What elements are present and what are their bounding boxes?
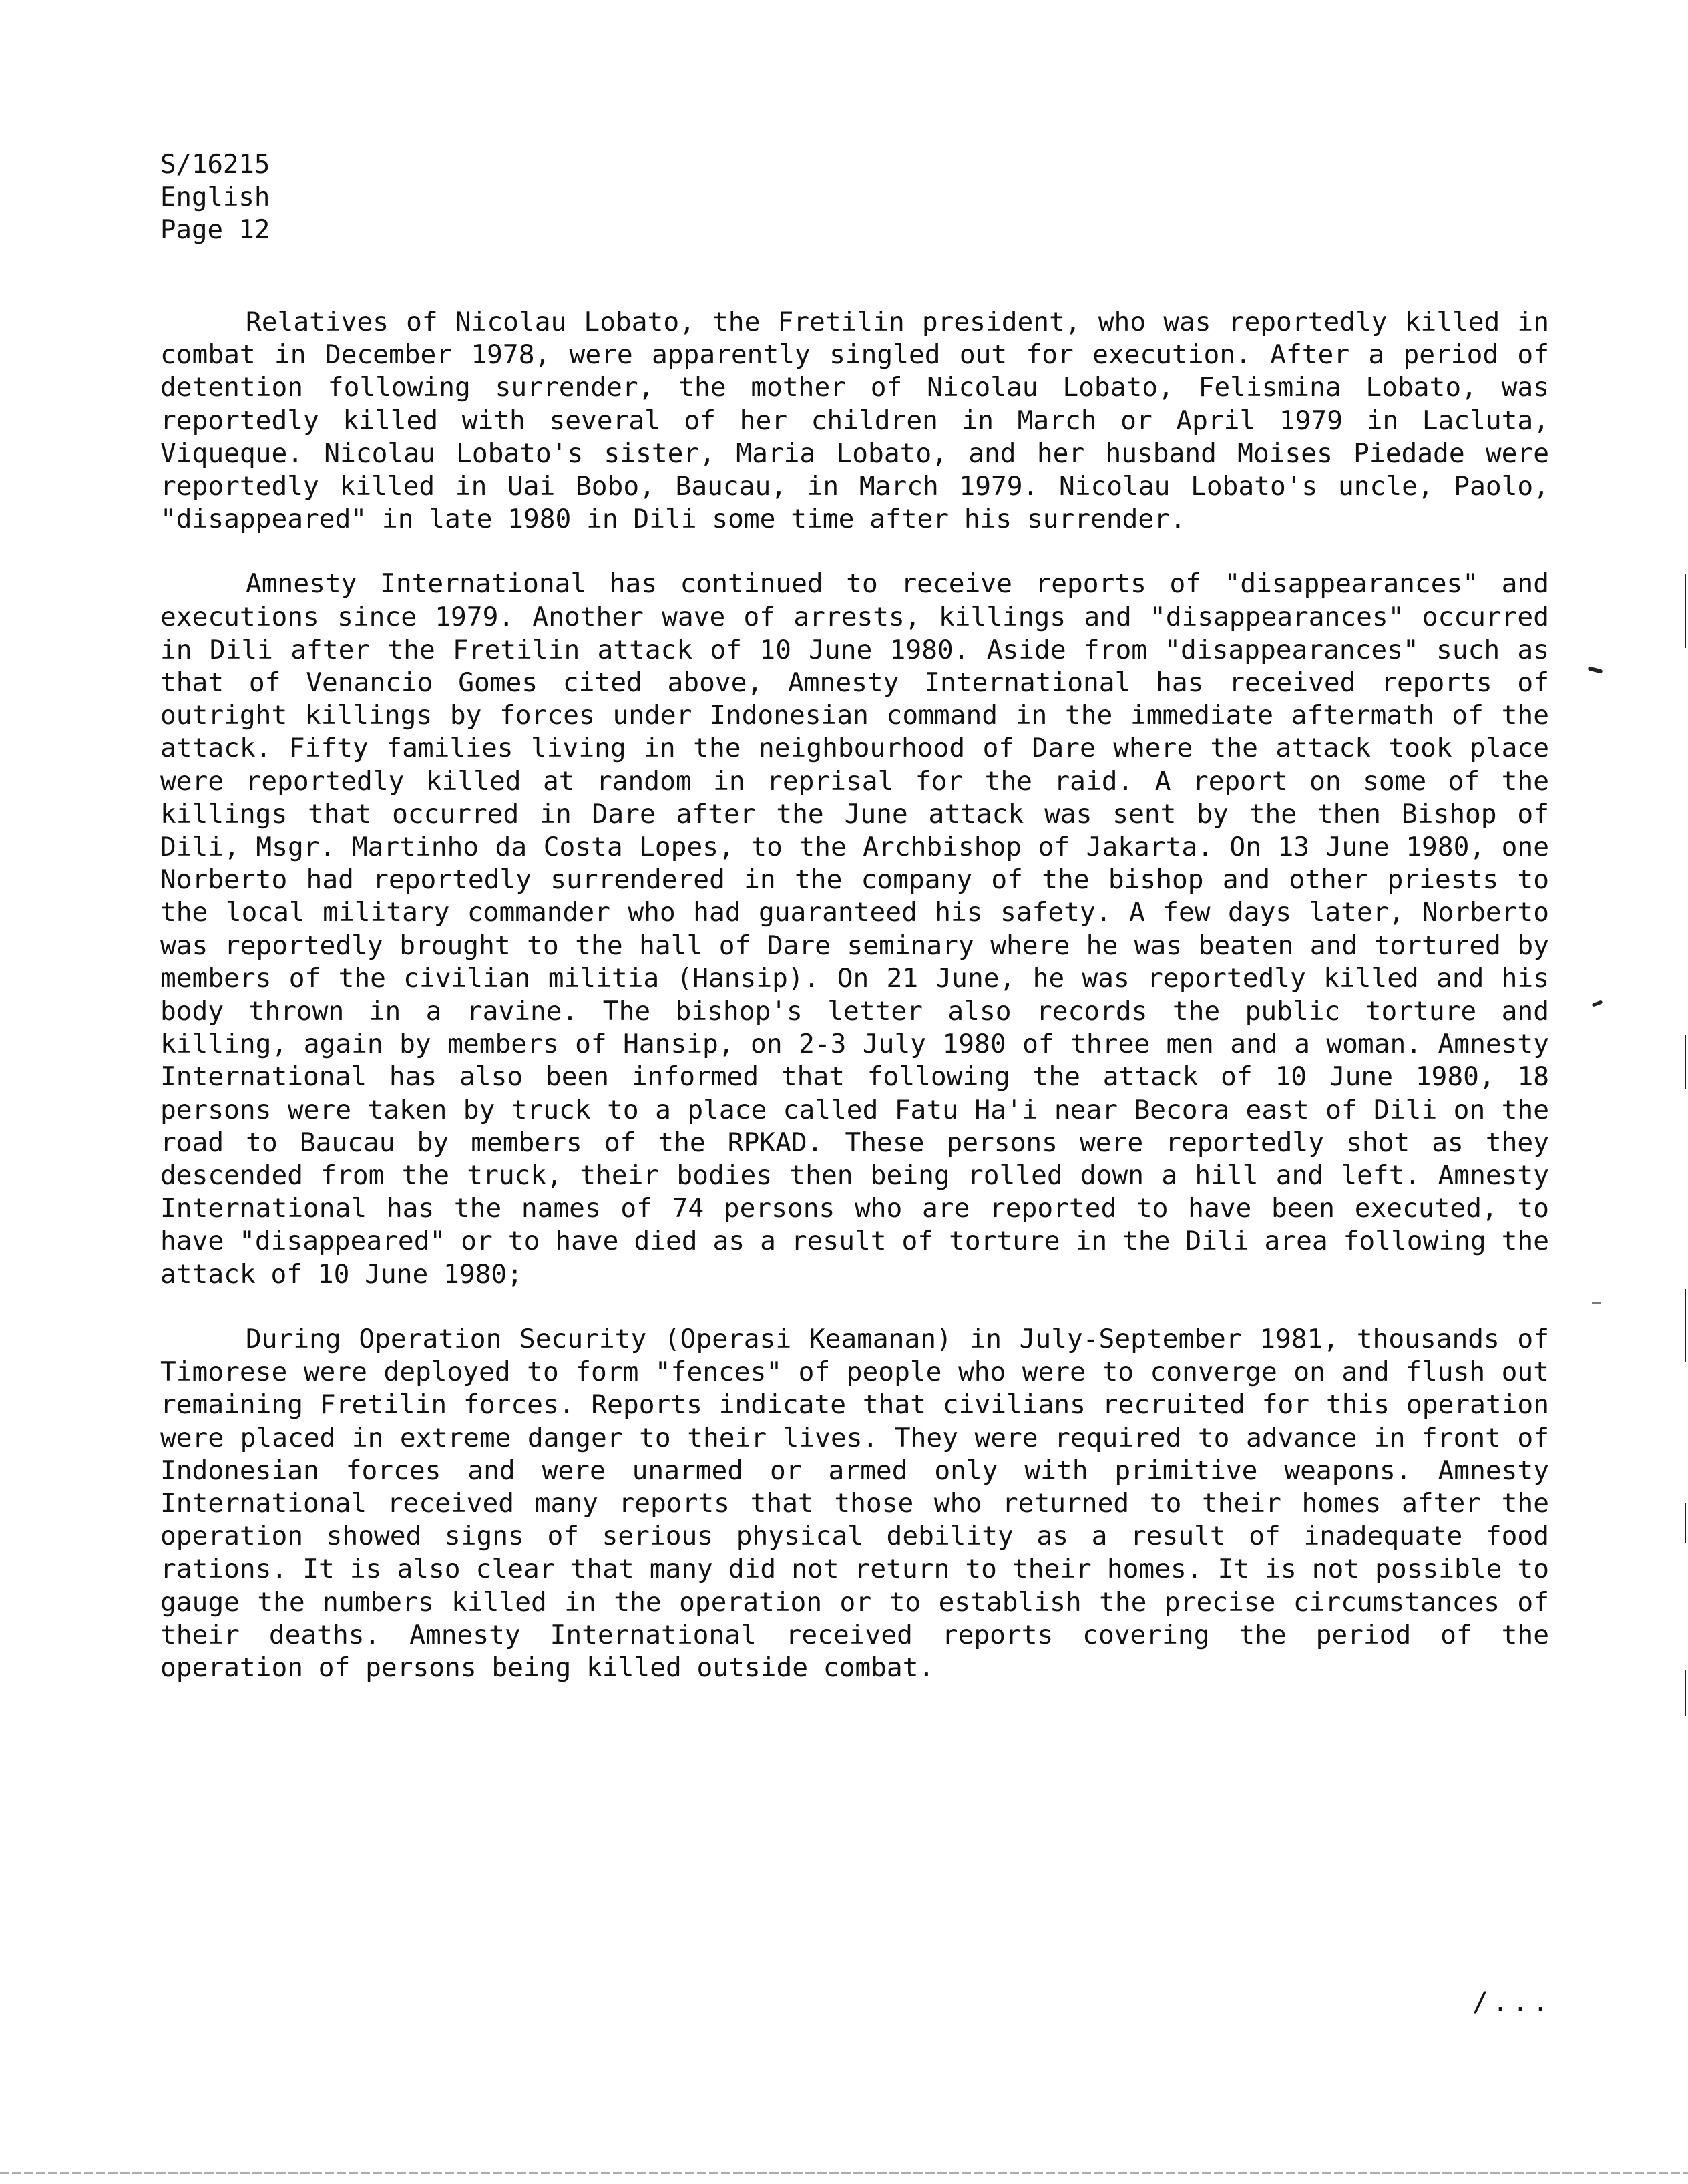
document-body — [160, 306, 1549, 1716]
document-symbol: S/16215 — [160, 150, 270, 180]
scan-mark — [1592, 1000, 1603, 1007]
paragraph-lobato-relatives: Relatives of Nicolau Lobato, the Fretilin president, who was reportedly killed in combat in December 1978, were apparently singled out for execution. After a period of detention following surrender, the mother of Nicolau Lobato, Felismina Lobato, was reportedly killed with several of her children in March or April 1979 in Lacluta, Viqueque. Nicolau Lobato's sister, Maria Lobato, and her husband Moises Piedade were reportedly killed in Uai Bobo, Baucau, in March 1979. Nicolau Lobato's uncle, Paolo, "disappeared" in late 1980 in Dili some time after his surrender. — [160, 307, 1549, 535]
scan-edge-line — [1685, 574, 1686, 648]
scan-edge-line — [1685, 1289, 1686, 1362]
document-header — [160, 148, 270, 246]
continuation-mark: /... — [1472, 1987, 1553, 2018]
scan-edge-line — [1685, 1670, 1686, 1716]
paragraph-dili-executions: Amnesty International has continued to receive reports of "disappearances" and executions since 1979. Another wave of arrests, killings and "disappearances" occurred in Dili after the Fretilin attack of 10 June 1980. Aside from "disappearances" such as that of Venancio Gomes cited above, Amnesty International has received reports of outright killings by forces under Indonesian command in the immediate aftermath of the attack. Fifty families living in the neighbourhood of Dare where the attack took place were reportedly killed at random in reprisal for the raid. A report on some of the killings that occurred in Dare after the June attack was sent by the then Bishop of Dili, Msgr. Martinho da Costa Lopes, to the Archbishop of Jakarta. On 13 June 1980, one Norberto had reportedly surrendered in the company of the bishop and other priests to the local military commander who had guaranteed his safety. A few days later, Norberto was reportedly brought to the hall of Dare seminary where he was beaten and tortured by members of the civilian militia (Hansip). On 21 June, he was reportedly killed and his body thrown in a ravine. The bishop's letter also records the public torture and killing, again by members of Hansip, on 2-3 July 1980 of three men and a woman. Amnesty International has also been informed that following the attack of 10 June 1980, 18 persons were taken by truck to a place called Fatu Ha'i near Becora east of Dili on the road to Baucau by members of the RPKAD. These persons were reportedly shot as they descended from the truck, their bodies then being rolled down a hill and left. Amnesty International has the names of 74 persons who are reported to have been executed, to have "disappeared" or to have died as a result of torture in the Dili area following the attack of 10 June 1980; — [160, 568, 1549, 1290]
scan-mark — [1592, 1302, 1601, 1304]
scan-edge-line — [1685, 1503, 1686, 1543]
scan-edge-line — [1685, 1035, 1686, 1089]
paragraph-operation-security: During Operation Security (Operasi Keamanan) in July-September 1981, thousands of Timorese were deployed to form "fences" of people who were to converge on and flush out remaining Fretilin forces. Reports indicate that civilians recruited for this operation were placed in extreme danger to their lives. They were required to advance in front of Indonesian forces and were unarmed or armed only with primitive weapons. Amnesty International received many reports that those who returned to their homes after the operation showed signs of serious physical debility as a result of inadequate food rations. It is also clear that many did not return to their homes. It is not possible to gauge the numbers killed in the operation or to establish the precise circumstances of their deaths. Amnesty International received reports covering the period of the operation of persons being killed outside combat. — [160, 1323, 1549, 1683]
page-number: Page 12 — [160, 215, 270, 245]
document-language: English — [160, 182, 270, 212]
scan-mark — [1588, 666, 1603, 673]
scan-bottom-edge — [0, 2172, 1688, 2174]
